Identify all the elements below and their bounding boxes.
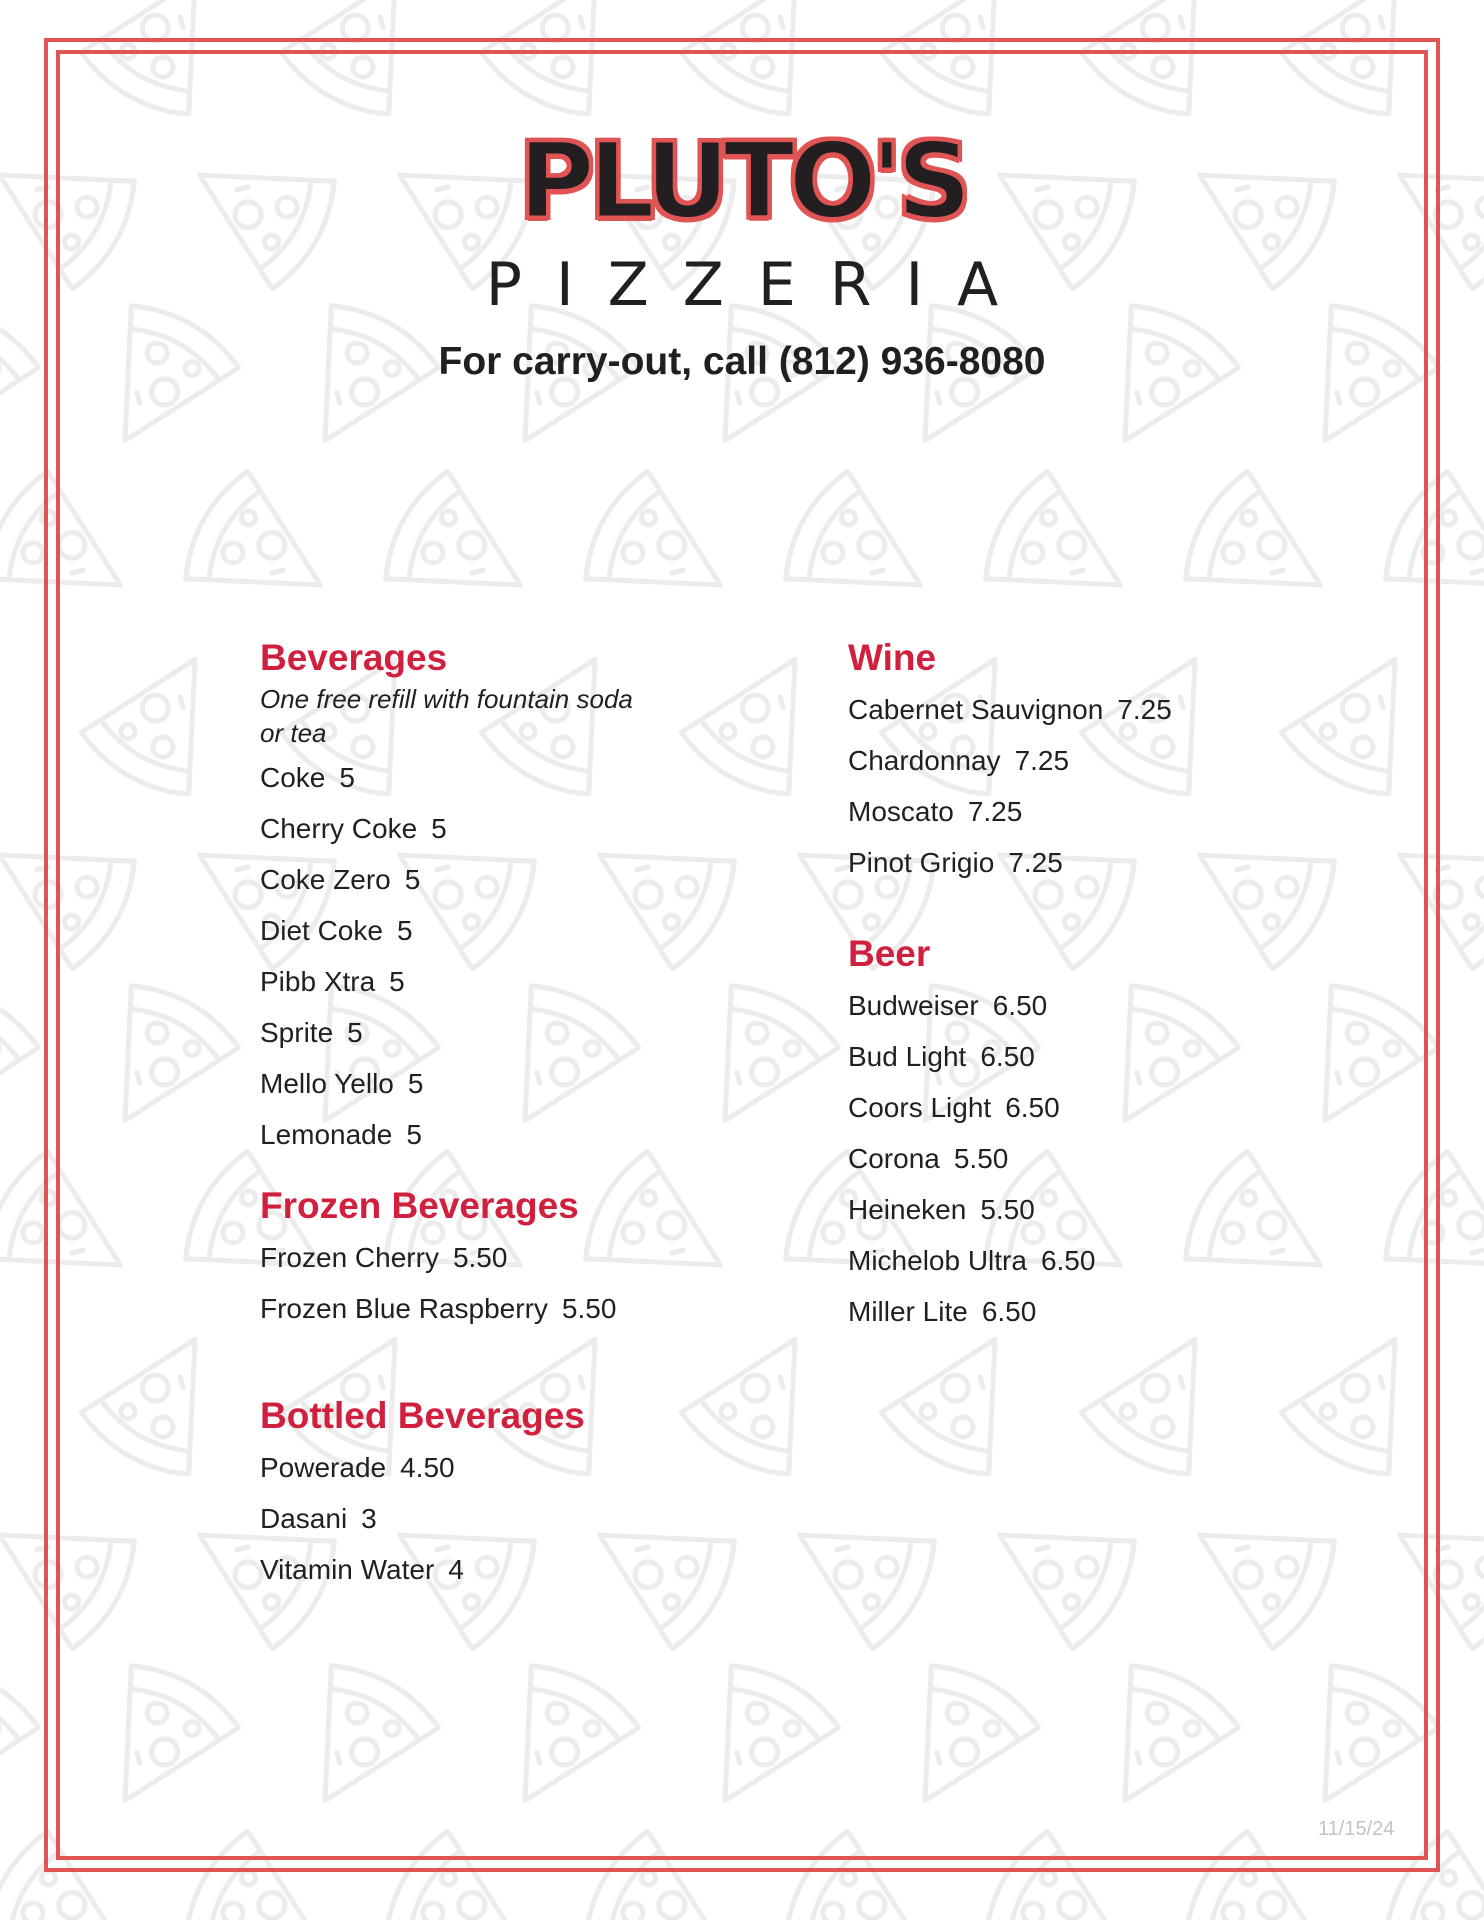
menu-item [848, 980, 1388, 1031]
section-title: Wine [848, 637, 937, 678]
menu-item-price: 5 [389, 966, 405, 997]
menu-item [848, 735, 1388, 786]
section-wine [848, 634, 1388, 888]
section-bottled-beverages [260, 1392, 800, 1595]
menu-item-name: Corona [848, 1143, 940, 1174]
menu-item-name: Chardonnay [848, 745, 1001, 776]
section-title: Bottled Beverages [260, 1395, 585, 1436]
menu-item-price: 7.25 [1117, 694, 1172, 725]
menu-item [260, 1283, 800, 1334]
menu-item-name: Diet Coke [260, 915, 383, 946]
logo-subtitle: PIZZERIA [485, 250, 1033, 320]
item-list [260, 1442, 800, 1595]
section-beverages [260, 634, 800, 1160]
menu-item-name: Bud Light [848, 1041, 967, 1072]
menu-item [260, 854, 800, 905]
menu-item-price: 6.50 [1005, 1092, 1060, 1123]
menu-item [848, 1286, 1388, 1337]
menu-item-name: Heineken [848, 1194, 967, 1225]
pizza-slice-icon [0, 1308, 49, 1486]
menu-item-price: 6.50 [992, 990, 1048, 1021]
menu-item-name: Frozen Cherry [260, 1242, 439, 1273]
menu-item [260, 1442, 800, 1493]
menu-item [260, 1232, 800, 1283]
menu-item [260, 803, 800, 854]
menu-item [848, 1031, 1388, 1082]
menu-item-price: 5 [404, 864, 421, 895]
menu-item-name: Dasani [260, 1503, 348, 1534]
section-title: Beer [848, 933, 931, 974]
menu-item [848, 1235, 1388, 1286]
menu-item-name: Michelob Ultra [848, 1245, 1027, 1276]
menu-item-price: 7.25 [1008, 847, 1063, 878]
menu-item-name: Frozen Blue Raspberry [260, 1293, 548, 1324]
menu-item-name: Budweiser [848, 990, 979, 1021]
menu-item [260, 1058, 800, 1109]
menu-item-name: Cherry Coke [260, 813, 418, 844]
menu-date: 11/15/24 [1318, 1818, 1395, 1840]
menu-item-price: 6.50 [980, 1041, 1035, 1072]
menu-item-name: Pibb Xtra [260, 966, 376, 997]
menu-item [848, 1184, 1388, 1235]
menu-item-price: 5 [431, 813, 447, 844]
menu-item-name: Vitamin Water [260, 1554, 435, 1585]
menu-item-price: 5 [396, 915, 413, 946]
menu-item-name: Cabernet Sauvignon [848, 694, 1104, 725]
carryout-phone: For carry-out, call (812) 936-8080 [438, 340, 1046, 383]
menu-item-name: Coke Zero [260, 864, 391, 895]
menu-item-name: Coke [260, 762, 326, 793]
section-title: Beverages [260, 637, 448, 678]
menu-item-name: Moscato [848, 796, 954, 827]
section-beer [848, 930, 1388, 1337]
right-column [848, 634, 1388, 1337]
menu-item [260, 956, 800, 1007]
menu-item-price: 5 [339, 762, 355, 793]
item-list [848, 980, 1388, 1337]
menu-item [848, 1133, 1388, 1184]
item-list [848, 684, 1388, 888]
logo-title: PLUTO'S [518, 120, 966, 242]
menu-item-name: Coors Light [848, 1092, 992, 1123]
section-note: One free refill with fountain soda or tea [260, 684, 633, 748]
menu-item-name: Lemonade [260, 1119, 393, 1150]
section-frozen-beverages [260, 1182, 800, 1334]
left-column [260, 634, 800, 1595]
menu-item-price: 5 [406, 1119, 422, 1150]
menu-item-price: 4 [448, 1554, 464, 1585]
menu-item-name: Mello Yello [260, 1068, 394, 1099]
menu-item-price: 7.25 [967, 796, 1023, 827]
menu-item-price: 7.25 [1014, 745, 1070, 776]
menu-item-price: 3 [361, 1503, 377, 1534]
menu-item [260, 1007, 800, 1058]
pizza-slice-icon [0, 628, 49, 806]
section-title: Frozen Beverages [260, 1185, 579, 1226]
menu-item-price: 6.50 [981, 1296, 1037, 1327]
item-list [260, 752, 800, 1160]
menu-item-name: Powerade [260, 1452, 387, 1483]
menu-item-name: Miller Lite [848, 1296, 968, 1327]
menu-item [848, 684, 1388, 735]
menu-item [260, 1544, 800, 1595]
menu-item-price: 5.50 [561, 1293, 617, 1324]
menu-item-price: 5 [407, 1068, 424, 1099]
menu-item-price: 5 [347, 1017, 363, 1048]
menu-item [260, 905, 800, 956]
menu-item-name: Pinot Grigio [848, 847, 995, 878]
menu-item-price: 5.50 [953, 1143, 1009, 1174]
menu-item [260, 1109, 800, 1160]
pizza-slice-icon [0, 0, 49, 126]
pizza-slice-icon [0, 974, 46, 1152]
menu-item-price: 6.50 [1040, 1245, 1096, 1276]
menu-item [260, 752, 800, 803]
logo [0, 122, 1484, 240]
menu-item-price: 5.50 [980, 1194, 1035, 1225]
menu-item-price: 5.50 [452, 1242, 508, 1273]
menu-item-price: 4.50 [400, 1452, 455, 1483]
item-list [260, 1232, 800, 1334]
menu-item [848, 786, 1388, 837]
menu-item-name: Sprite [260, 1017, 334, 1048]
menu-item [848, 837, 1388, 888]
menu-item [260, 1493, 800, 1544]
pizza-slice-icon [0, 1654, 46, 1832]
menu-item [848, 1082, 1388, 1133]
